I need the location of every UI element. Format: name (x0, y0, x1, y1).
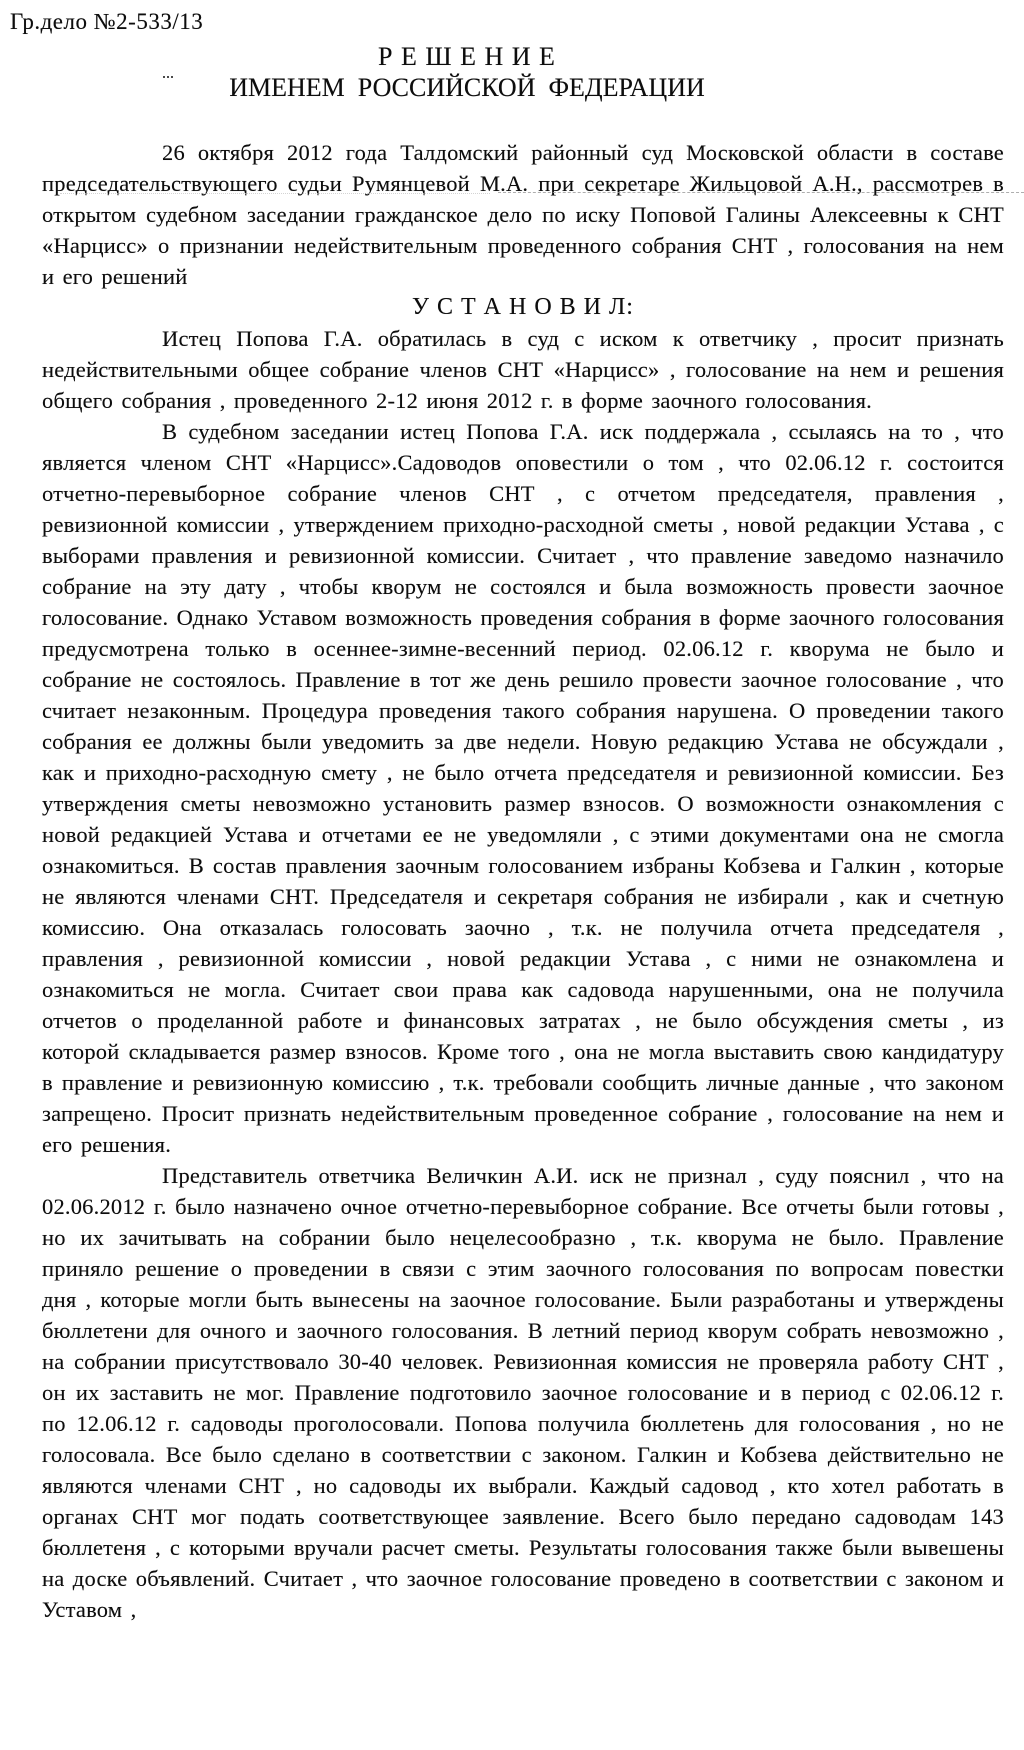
established-heading: У С Т А Н О В И Л: (412, 294, 634, 320)
decision-title: Р Е Ш Е Н И Е (378, 42, 556, 71)
decision-subtitle: ИМЕНЕМ РОССИЙСКОЙ ФЕДЕРАЦИИ (229, 73, 705, 102)
scan-speck-artifact (163, 76, 173, 78)
scan-dotted-line-artifact (60, 193, 490, 194)
respondent-arguments-paragraph: Представитель ответчика Величкин А.И. иск не признал , суду пояснил , что на 02.06.2012 г. было назначено очное отчетно-перевыборное собрание. Все отчеты были готовы , но их зачитывать на собрании было нецелесообразно , т.к. кворума не было. Правление приняло решение о проведении в связи с этим заочного голосования по вопросам повестки дня , которые могли быть вынесены на заочное голосование. Были разработаны и утверждены бюллетени для очного и заочного голосования. В летний период кворум собрать невозможно , на собрании присутствовало 30-40 человек. Ревизионная комиссия не проверяла работу СНТ , он их заставить не мог. Правление подготовило заочное голосование и в период с 02.06.12 г. по 12.06.12 г. садоводы проголосовали. Попова получила бюллетень для голосования , но не голосовала. Все было сделано в соответствии с законом. Галкин и Кобзева действительно не являются членами СНТ , но садоводы их выбрали. Каждый садовод , кто хотел работать в органах СНТ мог подать соответствующее заявление. Всего было передано садоводам 143 бюллетеня , с которыми вручали расчет сметы. Результаты голосования также были вывешены на доске объявлений. Считает , что заочное голосование проведено в соответствии с законом и Уставом , (42, 1163, 1004, 1622)
claimant-arguments-paragraph: В судебном заседании истец Попова Г.А. иск поддержала , ссылаясь на то , что является членом СНТ «Нарцисс».Садоводов оповестили о том , что 02.06.12 г. состоится отчетно-перевыборное собрание членов СНТ , с отчетом председателя, правления , ревизионной комиссии , утверждением приходно-расходной сметы , новой редакции Устава , с выборами правления и ревизионной комиссии. Считает , что правление заведомо назначило собрание на эту дату , чтобы кворум не состоялся и была возможность провести заочное голосование. Однако Уставом возможность проведения собрания в форме заочного голосования предусмотрена только в осеннее-зимне-весенний период. 02.06.12 г. кворума не было и собрание не состоялось. Правление в тот же день решило провести заочное голосование , что считает незаконным. Процедура проведения такого собрания нарушена. О проведении такого собрания ее должны были уведомить за две недели. Новую редакцию Устава не обсуждали , как и приходно-расходную смету , не было отчета председателя и ревизионной комиссии. Без утверждения сметы невозможно установить размер взносов. О возможности ознакомления с новой редакцией Устава и отчетами ее не уведомляли , с этими документами она не смогла ознакомиться. В состав правления заочным голосованием избраны Кобзева и Галкин , которые не являются членами СНТ. Председателя и секретаря собрания не избирали , как и счетную комиссию. Она отказалась голосовать заочно , т.к. не получила отчета председателя , правления , ревизионной комиссии , новой редакции Устава , с ними не ознакомлена и ознакомиться не могла. Считает свои права как садовода нарушенными, она не получила отчетов о проделанной работе и финансовых затратах , не было обсуждения сметы , из которой складывается размер взносов. Кроме того , она не могла выставить свою кандидатуру в правление и ревизионную комиссию , т.к. требовали сообщить личные данные , что законом запрещено. Просит признать недействительным проведенное собрание , голосование на нем и его решения. (42, 419, 1004, 1157)
scan-dashed-line-artifact (498, 192, 1024, 193)
title-block (42, 42, 1004, 103)
document-body (42, 137, 1004, 1625)
case-number: Гр.дело №2-533/13 (10, 9, 204, 34)
claim-summary-paragraph: Истец Попова Г.А. обратилась в суд с иском к ответчику , просит признать недействительными общее собрание членов СНТ «Нарцисс» , голосование на нем и решения общего собрания , проведенного 2-12 июня 2012 г. в форме заочного голосования. (42, 326, 1004, 413)
intro-paragraph: 26 октября 2012 года Талдомский районный суд Московской области в составе председательствующего судьи Румянцевой М.А. при секретаре Жильцовой А.Н., рассмотрев в открытом судебном заседании гражданское дело по иску Поповой Галины Алексеевны к СНТ «Нарцисс» о признании недействительным проведенного собрания СНТ , голосования на нем и его решений (42, 140, 1004, 289)
